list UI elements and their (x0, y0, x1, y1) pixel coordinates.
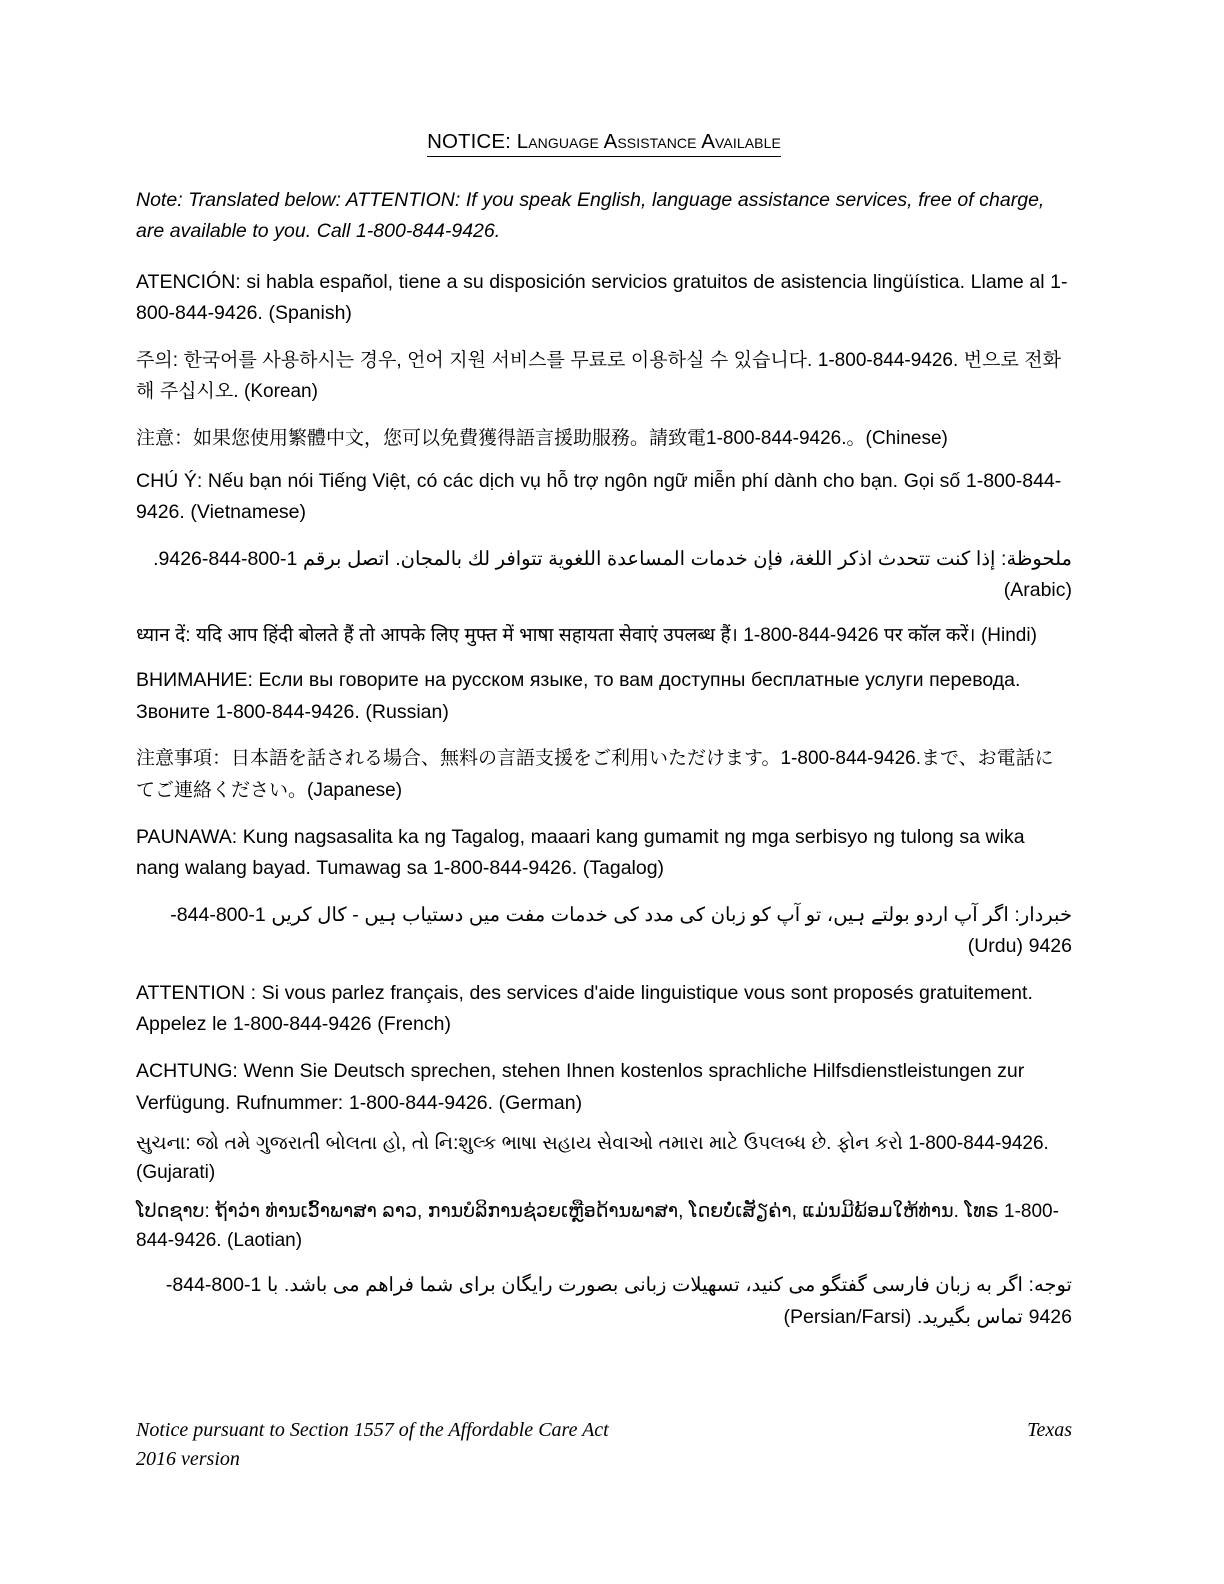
language-block-hindi: ध्यान दें: यदि आप हिंदी बोलते हैं तो आपके लिए मुफ्त में भाषा सहायता सेवाएं उपलब्ध हैं। 1-800-844-9426 पर कॉल करें। (Hindi) (136, 624, 1037, 646)
page-title-lead: NOTICE: (427, 130, 511, 153)
page-title (136, 130, 1072, 157)
footer-state: Texas (1027, 1419, 1072, 1441)
language-block-russian: ВНИМАНИЕ: Если вы говорите на русском языке, то вам доступны бесплатные услуги перевода. Звоните 1-800-844-9426. (Russian) (136, 669, 1021, 723)
language-block-persian-farsi: توجه: اگر به زبان فارسی گفتگو می کنید، تسهیلات زبانی بصورت رایگان برای شما فراهم می باشد. با 1-800-844-9426 تماس بگیرید. (Persian/Farsi) (165, 1274, 1072, 1328)
language-block-arabic: ملحوظة: إذا كنت تتحدث اذكر اللغة، فإن خدمات المساعدة اللغوية تتوافر لك بالمجان. اتصل برقم 1-800-844-9426. (Arabic) (153, 547, 1072, 602)
english-note: Note: Translated below: ATTENTION: If you speak English, language assistance services, free of charge, are available to you. Call 1-800-844-9426. (136, 188, 1045, 243)
language-block-tagalog: PAUNAWA: Kung nagsasalita ka ng Tagalog, maaari kang gumamit ng mga serbisyo ng tulong sa wika nang walang bayad. Tumawag sa 1-800-844-9426. (Tagalog) (136, 825, 1025, 880)
language-block-japanese: 注意事項：日本語を話される場合、無料の言語支援をご利用いただけます。1-800-844-9426.まで、お電話にてご連絡ください。(Japanese) (136, 748, 1054, 801)
language-block-laotian: ໂປດຊາບ: ຖ້າວ່າ ທ່ານເວົ້າພາສາ ລາວ, ການບໍລິການຊ່ວຍເຫຼືອດ້ານພາສາ, ໂດຍບໍ່ເສັຽຄ່າ, ແມ່ນມີພ້ອມໃຫ້ທ່ານ. ໂທຣ 1-800-844-9426. (Laotian) (136, 1201, 1059, 1251)
language-block-chinese: 注意：如果您使用繁體中文，您可以免費獲得語言援助服務。請致電1-800-844-9426.。(Chinese) (136, 427, 948, 449)
language-block-german: ACHTUNG: Wenn Sie Deutsch sprechen, stehen Ihnen kostenlos sprachliche Hilfsdienstleistungen zur Verfügung. Rufnummer: 1-800-844-9426. (German) (136, 1060, 1025, 1114)
language-block-gujarati: સુચના: જો તમે ગુજરાતી બોલતા હો, તો નિ:શુલ્ક ભાષા સહાય સેવાઓ તમારા માટે ઉપલબ્ધ છે. ફોન કરો 1-800-844-9426. (Gujarati) (136, 1133, 1049, 1183)
language-block-urdu: خبردار: اگر آپ اردو بولتے ہیں، تو آپ کو زبان کی مدد کی خدمات مفت میں دستیاب ہیں - کال کریں 1-800-844-9426 (Urdu) (170, 903, 1072, 958)
language-block-french: ATTENTION : Si vous parlez français, des services d'aide linguistique vous sont proposés gratuitement. Appelez le 1-800-844-9426 (French) (136, 981, 1033, 1036)
footer-version: 2016 version (136, 1448, 240, 1470)
language-block-spanish: ATENCIÓN: si habla español, tiene a su disposición servicios gratuitos de asistencia lingüística. Llame al 1-800-844-9426. (Spanish) (136, 270, 1068, 325)
language-block-korean: 주의: 한국어를 사용하시는 경우, 언어 지원 서비스를 무료로 이용하실 수 있습니다. 1-800-844-9426. 번으로 전화해 주십시오. (Korean) (136, 349, 1062, 403)
footer-citation-line1: Notice pursuant to Section 1557 of the Affordable Care Act (136, 1419, 609, 1441)
page-title-rest: Language Assistance Available (516, 130, 781, 153)
footer-citation (136, 1416, 609, 1474)
page-footer (136, 1416, 1072, 1474)
page-title-underline (427, 130, 781, 157)
language-block-vietnamese: CHÚ Ý: Nếu bạn nói Tiếng Việt, có các dịch vụ hỗ trợ ngôn ngữ miễn phí dành cho bạn. Gọi số 1-800-844-9426. (Vietnamese) (136, 469, 1062, 524)
